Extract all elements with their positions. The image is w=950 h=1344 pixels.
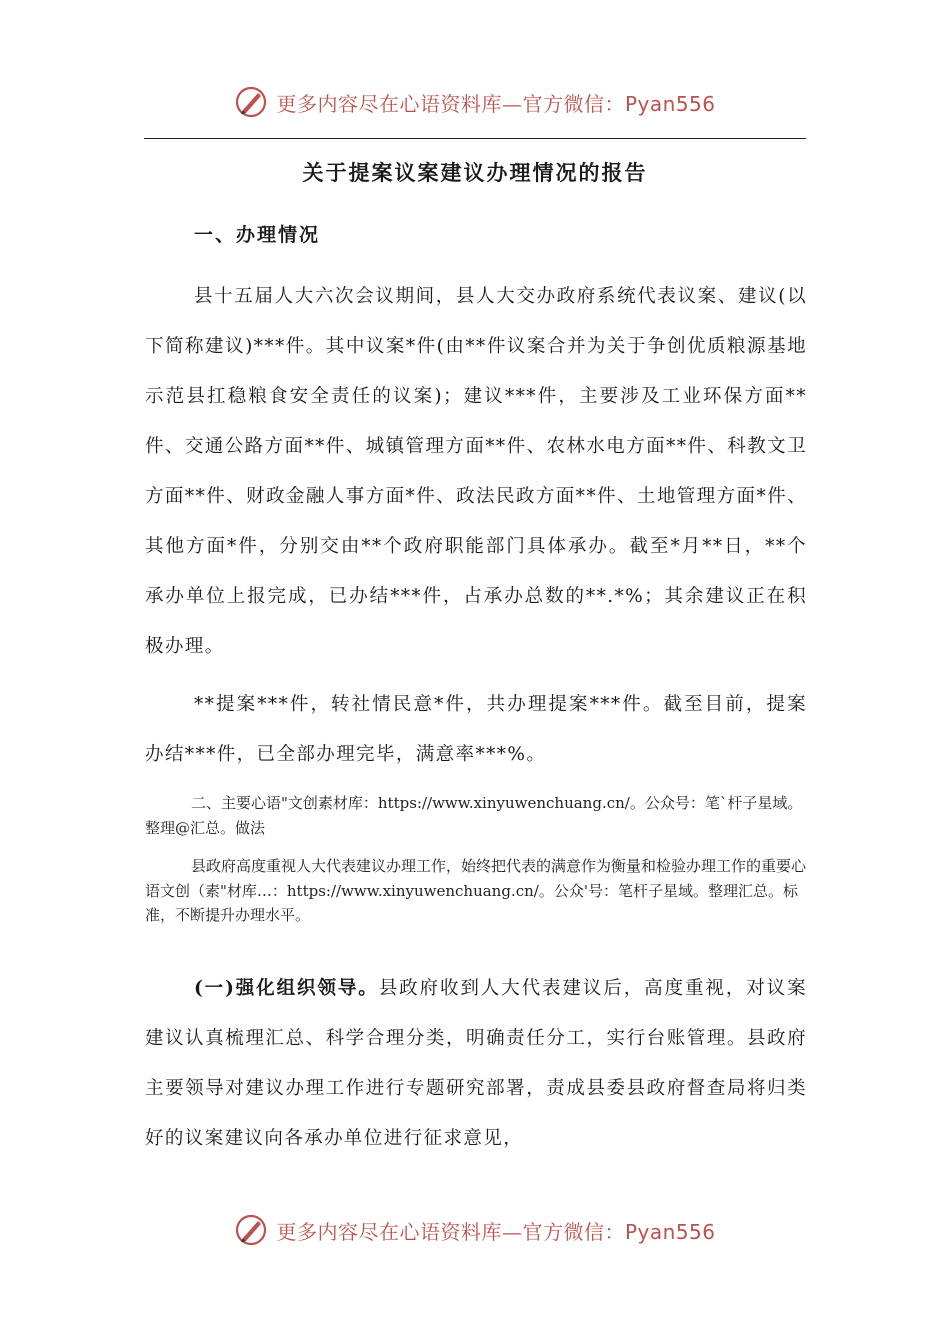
paragraph-1: 县十五届人大六次会议期间，县人大交办政府系统代表议案、建议(以下简称建议)***件。其中议案*件(由**件议案合并为关于争创优质粮源基地示范县扛稳粮食安全责任的议案)；建议***件，主要涉及工业环保方面**件、交通公路方面**件、城镇管理方面**件、农林水电方面**件、科教文卫方面**件、财政金融人事方面*件、政法民政方面**件、土地管理方面*件、其他方面*件，分别交由**个政府职能部门具体承办。截至*月**日，**个承办单位上报完成，已办结***件，占承办总数的**.*%；其余建议正在积极办理。 [145,286,807,657]
paragraph-4: 县政府高度重视人大代表建议办理工作，始终把代表的满意作为衡量和检验办理工作的重要心语文创（素"材库…：https://www.xinyuwenchuang.cn/。公众'号：笔杆子星域。整理汇总。标准，不断提升办理水平。 [145,857,807,924]
banner-text: 更多内容尽在心语资料库—官方微信：Pyan556 [276,91,716,116]
paragraph-2: **提案***件，转社情民意*件，共办理提案***件。截至目前，提案办结***件，已全部办理完毕，满意率***%。 [145,694,807,765]
paragraph-3: 二、主要心语"文创素材库：https://www.xinyuwenchuang.cn/。公众号：笔`杆子星域。整理@汇总。做法 [145,794,803,837]
footer-banner [0,1210,950,1250]
header-banner [0,82,950,122]
section1-heading: 一、办理情况 [194,224,321,246]
paragraph-5-lead: (一)强化组织领导。 [194,978,379,999]
pen-circle-logo-icon [234,85,268,119]
paragraph-5-body: 县政府收到人大代表建议后，高度重视，对议案建议认真梳理汇总、科学合理分类，明确责任分工，实行台账管理。县政府主要领导对建议办理工作进行专题研究部署，责成县委县政府督查局将归类好的议案建议向各承办单位进行征求意见， [145,978,807,1149]
document-title: 关于提案议案建议办理情况的报告 [302,160,648,185]
pen-circle-logo-icon [234,1213,268,1247]
header-divider [144,138,806,139]
banner-text: 更多内容尽在心语资料库—官方微信：Pyan556 [276,1219,716,1244]
paragraph-5 [145,964,807,1164]
